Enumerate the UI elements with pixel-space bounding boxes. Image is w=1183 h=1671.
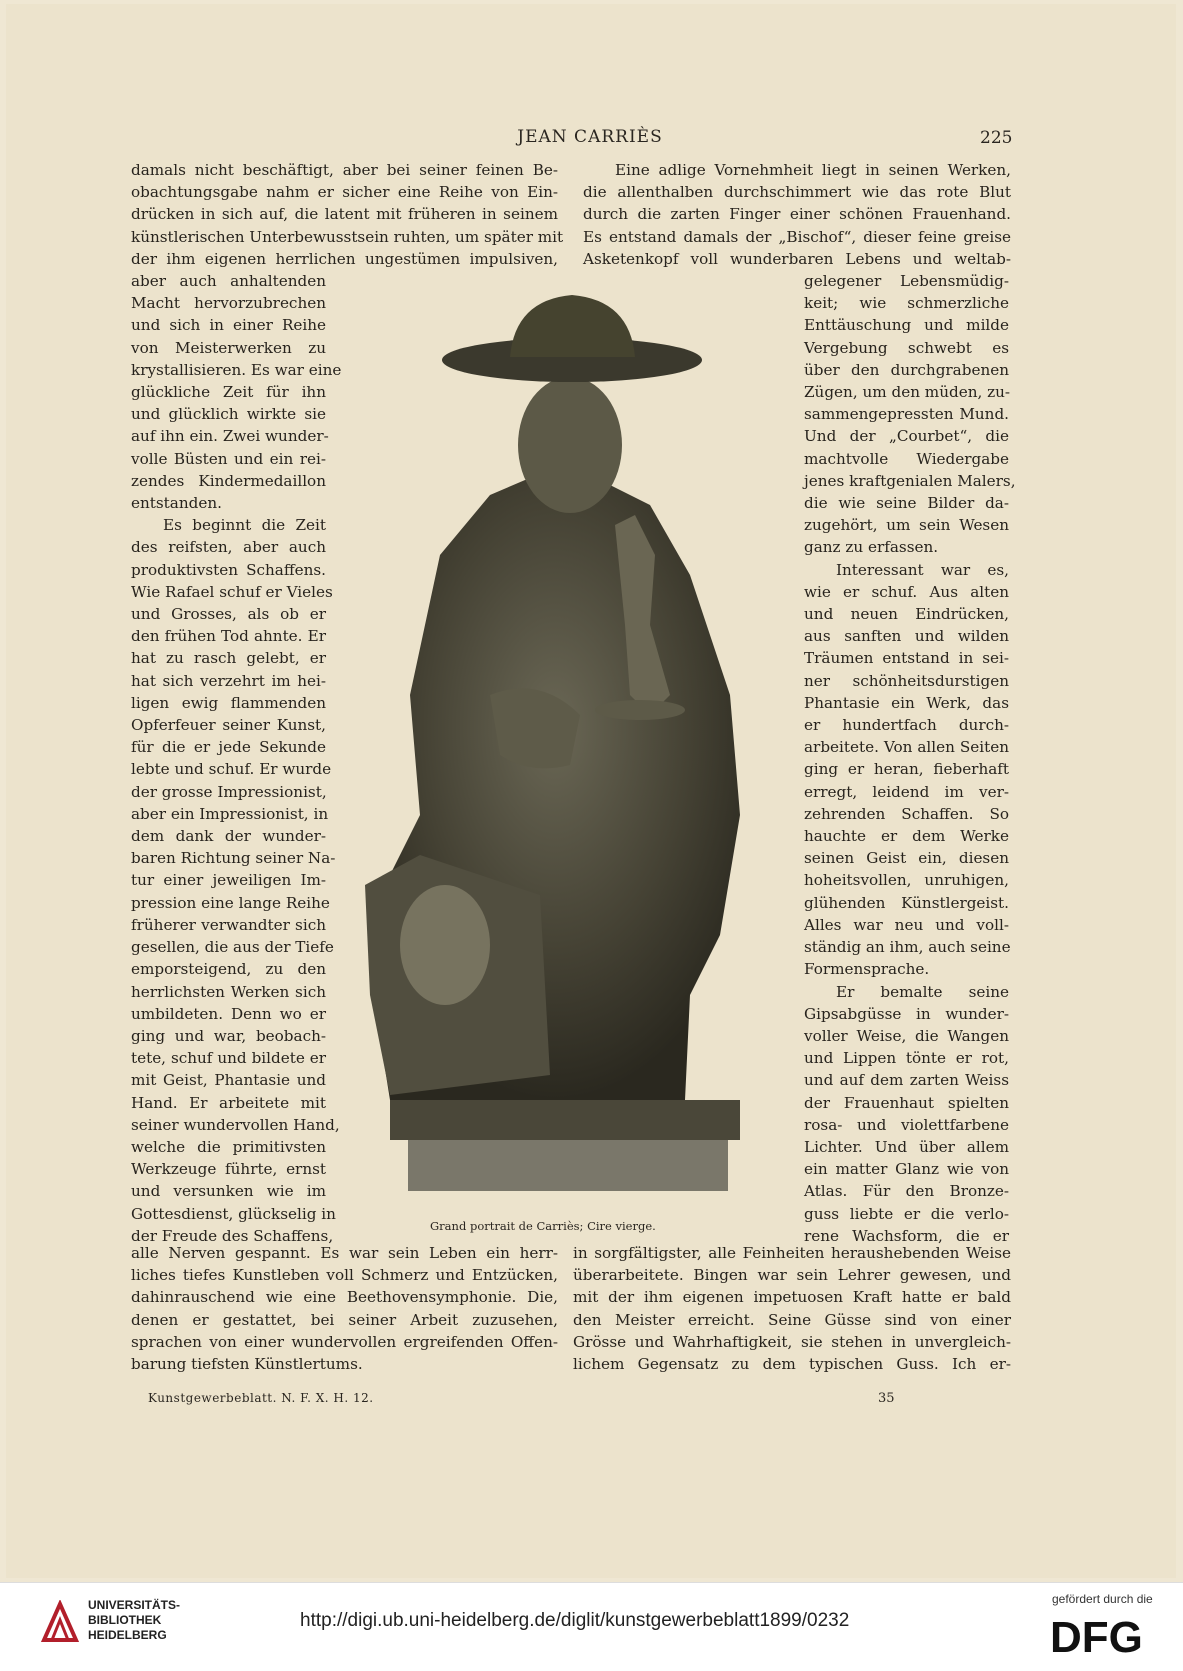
text-line: künstlerischen Unterbewusstsein ruhten, um später mit (131, 227, 564, 246)
text-line: der grosse Impressionist, (131, 782, 327, 801)
text-line: Und der „Courbet“, die (804, 427, 1009, 446)
text-line: drücken in sich auf, die latent mit früheren in seinem (131, 205, 558, 224)
text-line: machtvolle Wiedergabe (804, 449, 1009, 468)
dfg-logo-text: DFG (1050, 1613, 1143, 1658)
text-line: arbeitete. Von allen Seiten (804, 738, 1009, 757)
text-line: baren Richtung seiner Na- (131, 849, 336, 868)
text-line: seinen Geist ein, diesen (804, 849, 1009, 868)
library-line-3: HEIDELBERG (88, 1628, 167, 1642)
text-line: und neuen Eindrücken, (804, 605, 1009, 624)
right-top-column (583, 159, 1011, 270)
text-line: mit Geist, Phantasie und (131, 1071, 326, 1090)
text-line: produktivsten Schaffens. (131, 560, 326, 579)
text-line: Vergebung schwebt es (804, 338, 1009, 357)
text-line: hat sich verzehrt im hei- (131, 671, 326, 690)
text-line: die wie seine Bilder da- (804, 494, 1009, 513)
text-line: dahinrauschend wie eine Beethovensymphonie. Die, (131, 1288, 558, 1307)
library-seal-icon (40, 1600, 80, 1644)
text-line: Enttäuschung und milde (804, 316, 1009, 335)
dfg-logo[interactable] (1050, 1612, 1160, 1658)
text-line: wie er schuf. Aus alten (804, 582, 1009, 601)
text-line: Eine adlige Vornehmheit liegt in seinen Werken, (615, 161, 1011, 179)
text-line: mit der ihm eigenen impetuosen Kraft hatte er bald (573, 1288, 1011, 1307)
text-line: liches tiefes Kunstleben voll Schmerz und Entzücken, (131, 1266, 558, 1285)
text-line: Macht hervorzubrechen (131, 294, 326, 313)
text-line: Er bemalte seine (836, 982, 1009, 1001)
text-line: gesellen, die aus der Tiefe (131, 938, 334, 957)
text-line: überarbeitete. Bingen war sein Lehrer gewesen, und (573, 1266, 1011, 1285)
text-line: dem dank der wunder- (131, 827, 326, 846)
text-line: pression eine lange Reihe (131, 893, 330, 912)
text-line: umbildeten. Denn wo er (131, 1004, 326, 1023)
base (390, 1100, 740, 1140)
text-line: er hundertfach durch- (804, 716, 1009, 735)
text-line: zehrenden Schaffen. So (804, 804, 1009, 823)
text-line: lebte und schuf. Er wurde (131, 760, 332, 779)
text-line: und Lippen tönte er rot, (804, 1049, 1009, 1068)
library-line-1: UNIVERSITÄTS- (88, 1598, 181, 1612)
text-line: und auf dem zarten Weiss (804, 1071, 1009, 1090)
text-line: zugehört, um sein Wesen (804, 516, 1009, 535)
text-line: lichem Gegensatz zu dem typischen Guss. Ich er- (573, 1355, 1011, 1374)
text-line: barung tiefsten Künstlertums. (131, 1355, 363, 1374)
left-bottom-column (131, 1242, 558, 1375)
text-line: alle Nerven gespannt. Es war sein Leben ein herr- (131, 1244, 558, 1262)
text-line: ligen ewig flammenden (131, 693, 326, 712)
hat-crown (510, 295, 635, 357)
text-line: emporsteigend, zu den (131, 960, 326, 979)
text-line: keit; wie schmerzliche (804, 294, 1009, 313)
text-line: Phantasie ein Werk, das (804, 693, 1009, 712)
text-line: Formensprache. (804, 960, 930, 979)
text-line: ging und war, beobach- (131, 1026, 326, 1045)
text-line: damals nicht beschäftigt, aber bei seiner feinen Be- (131, 161, 558, 179)
text-line: ein matter Glanz wie von (804, 1160, 1009, 1179)
text-line: sprachen von einer wundervollen ergreifenden Offen- (131, 1332, 558, 1351)
library-line-2: BIBLIOTHEK (88, 1613, 162, 1627)
text-line: jenes kraftgenialen Malers, (804, 471, 1016, 490)
library-logo[interactable] (40, 1596, 230, 1651)
text-line: aus sanften und wilden (804, 627, 1009, 646)
text-line: herrlichsten Werken sich (131, 982, 326, 1001)
text-line: Es beginnt die Zeit (163, 516, 326, 535)
pedestal (408, 1133, 728, 1191)
text-line: sammengepressten Mund. (804, 405, 1009, 424)
text-line: der ihm eigenen herrlichen ungestümen impulsiven, (131, 249, 558, 268)
text-line: und glücklich wirkte sie (131, 405, 326, 424)
right-bottom-column (573, 1242, 1011, 1375)
text-line: Gipsabgüsse in wunder- (804, 1004, 1009, 1023)
text-line: früherer verwandter sich (131, 915, 326, 934)
head (518, 377, 622, 513)
text-line: Es entstand damals der „Bischof“, dieser feine greise (583, 227, 1011, 246)
text-line: Lichter. Und über allem (804, 1137, 1009, 1156)
text-line: ging er heran, fieberhaft (804, 760, 1009, 779)
text-line: rosa- und violettfarbene (804, 1115, 1009, 1134)
text-line: ständig an ihm, auch seine (804, 938, 1011, 957)
text-line: auf ihn ein. Zwei wunder- (131, 427, 329, 446)
text-line: volle Büsten und ein rei- (131, 449, 326, 468)
text-line: durch die zarten Finger einer schönen Frauenhand. (583, 205, 1011, 224)
text-line: den Meister erreicht. Seine Güsse sind von einer (573, 1310, 1011, 1329)
text-line: in sorgfältigster, alle Feinheiten heraushebenden Weise (573, 1244, 1011, 1262)
text-line: des reifsten, aber auch (131, 538, 326, 557)
text-line: Hand. Er arbeitete mit (131, 1093, 326, 1112)
text-line: Atlas. Für den Bronze- (804, 1182, 1009, 1201)
text-line: gelegener Lebensmüdig- (804, 272, 1009, 290)
text-line: Opferfeuer seiner Kunst, (131, 716, 326, 735)
text-line: tur einer jeweiligen Im- (131, 871, 326, 890)
page-number: 225 (980, 128, 1013, 148)
text-line: Werkzeuge führte, ernst (131, 1160, 326, 1179)
left-narrow-column (131, 270, 342, 1247)
text-line: über den durchgrabenen (804, 360, 1009, 379)
text-line: zendes Kindermedaillon (131, 471, 326, 490)
text-line: und sich in einer Reihe (131, 316, 326, 335)
text-line: guss liebte er die verlo- (804, 1204, 1009, 1223)
text-line: Zügen, um den müden, zu- (804, 383, 1011, 402)
text-line: rene Wachsform, die er (804, 1226, 1009, 1245)
text-line: der Frauenhaut spielten (804, 1093, 1009, 1112)
text-line: hoheitsvollen, unruhigen, (804, 871, 1009, 890)
text-line: Gottesdienst, glückselig in (131, 1204, 336, 1223)
text-line: die allenthalben durchschimmert wie das rote Blut (583, 183, 1011, 202)
sculpture-photograph (350, 295, 765, 1195)
text-line: ganz zu erfassen. (804, 538, 939, 557)
text-line: krystallisieren. Es war eine (131, 360, 342, 379)
right-narrow-column (804, 270, 1016, 1247)
text-line: entstanden. (131, 494, 222, 513)
text-line: hauchte er dem Werke (804, 827, 1009, 846)
figure-caption: Grand portrait de Carriès; Cire vierge. (430, 1219, 656, 1233)
text-line: glühenden Künstlergeist. (804, 893, 1009, 912)
text-line: aber ein Impressionist, in (131, 804, 329, 823)
text-line: tete, schuf und bildete er (131, 1049, 326, 1068)
running-title: JEAN CARRIÈS (517, 127, 663, 147)
signature-number: 35 (878, 1391, 895, 1406)
text-line: Alles war neu und voll- (804, 915, 1009, 934)
text-line: Träumen entstand in sei- (804, 649, 1009, 668)
text-line: welche die primitivsten (131, 1137, 326, 1156)
text-line: aber auch anhaltenden (131, 272, 326, 290)
mask-face (400, 885, 490, 1005)
statuette-base (595, 700, 685, 720)
text-line: Wie Rafael schuf er Vieles (131, 582, 333, 601)
left-top-column (131, 159, 564, 270)
text-line: Interessant war es, (836, 560, 1009, 579)
journal-reference: Kunstgewerbeblatt. N. F. X. H. 12. (148, 1391, 374, 1405)
text-line: seiner wundervollen Hand, (131, 1115, 340, 1134)
text-line: Asketenkopf voll wunderbaren Lebens und weltab- (583, 249, 1011, 268)
text-line: glückliche Zeit für ihn (131, 383, 326, 402)
text-line: denen er gestattet, bei seiner Arbeit zuzusehen, (131, 1310, 558, 1329)
text-line: und Grosses, als ob er (131, 605, 326, 624)
text-line: ner schönheitsdurstigen (804, 671, 1009, 690)
text-line: den frühen Tod ahnte. Er (131, 627, 326, 646)
text-line: von Meisterwerken zu (131, 338, 326, 357)
text-line: erregt, leidend im ver- (804, 782, 1009, 801)
text-line: für die er jede Sekunde (131, 738, 326, 757)
text-line: und versunken wie im (131, 1182, 326, 1201)
permalink-url[interactable]: http://digi.ub.uni-heidelberg.de/diglit/kunstgewerbeblatt1899/0232 (300, 1610, 850, 1631)
text-line: hat zu rasch gelebt, er (131, 649, 326, 668)
text-line: Grösse und Wahrhaftigkeit, sie stehen in unvergleich- (573, 1332, 1011, 1351)
text-line: voller Weise, die Wangen (804, 1026, 1009, 1045)
text-line: obachtungsgabe nahm er sicher eine Reihe von Ein- (131, 183, 558, 202)
text-line: der Freude des Schaffens, (131, 1226, 334, 1245)
funding-label: gefördert durch die (1052, 1592, 1153, 1606)
